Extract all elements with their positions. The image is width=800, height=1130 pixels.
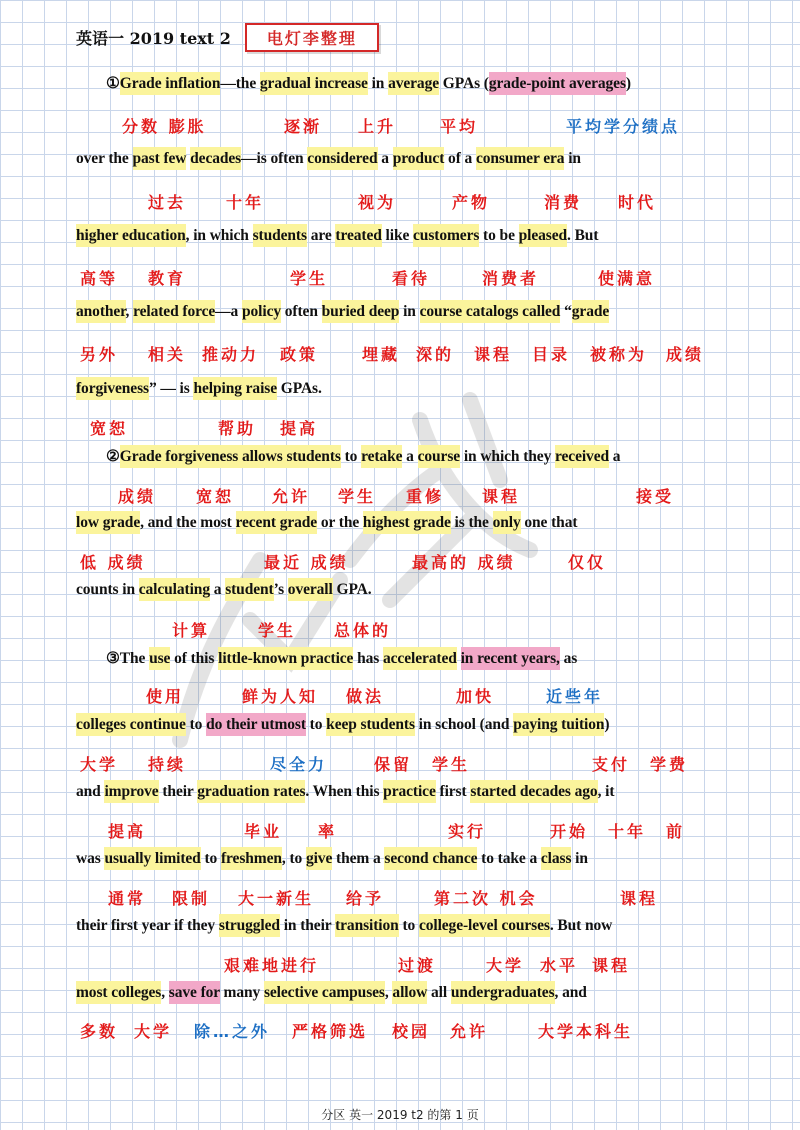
highlighted-phrase: improve	[104, 780, 158, 803]
plain-text: ,	[384, 984, 393, 1001]
highlighted-phrase: higher education	[76, 224, 186, 247]
plain-text: many	[219, 984, 264, 1001]
gloss-note: 仅仅	[568, 553, 607, 572]
gloss-note: 大学	[134, 1022, 173, 1041]
highlighted-phrase: overall	[288, 578, 333, 601]
gloss-note: 另外	[80, 345, 119, 364]
highlighted-phrase: save for	[169, 981, 220, 1004]
gloss-note: 毕业	[244, 822, 283, 841]
highlighted-phrase: transition	[335, 914, 399, 937]
gloss-note: 消费者	[482, 269, 540, 288]
plain-text: ,	[125, 303, 134, 320]
gloss-note: 低 成绩	[80, 553, 146, 572]
plain-text: —the	[220, 75, 260, 92]
highlighted-phrase: course	[418, 445, 460, 468]
highlighted-phrase: retake	[361, 445, 402, 468]
gloss-note: 分数 膨胀	[122, 117, 207, 136]
gloss-note: 艰难地进行	[224, 956, 320, 975]
gloss-note: 学生	[290, 269, 329, 288]
gloss-note: 率	[318, 822, 338, 841]
highlighted-phrase: second chance	[384, 847, 477, 870]
plain-text: are	[306, 227, 336, 244]
gloss-note: 支付	[592, 755, 631, 774]
plain-text: in	[399, 303, 420, 320]
plain-text: —is often	[241, 150, 308, 167]
plain-text: is the	[450, 514, 493, 531]
gloss-note: 大学	[486, 956, 525, 975]
gloss-note: 过去	[148, 193, 187, 212]
plain-text: first	[435, 783, 471, 800]
highlighted-phrase: accelerated	[383, 647, 457, 670]
gloss-note: 平均学分绩点	[566, 117, 681, 136]
plain-text: a	[609, 448, 621, 465]
plain-text: , and	[554, 984, 587, 1001]
highlighted-phrase: consumer era	[476, 147, 564, 170]
gloss-note: 大学本科生	[538, 1022, 634, 1041]
highlighted-phrase: another	[76, 300, 126, 323]
highlighted-phrase: only	[493, 511, 521, 534]
plain-text: GPAs (	[439, 75, 489, 92]
gloss-note: 十年	[608, 822, 647, 841]
plain-text: ③The	[106, 650, 150, 667]
passage-line	[76, 514, 716, 532]
plain-text: , it	[597, 783, 615, 800]
gloss-note: 大学	[80, 755, 119, 774]
plain-text: to	[200, 850, 221, 867]
highlighted-phrase: started decades ago	[470, 780, 597, 803]
plain-text: their first year if they	[76, 917, 219, 934]
highlighted-phrase: considered	[307, 147, 377, 170]
plain-text: to	[340, 448, 362, 465]
highlighted-phrase: give	[306, 847, 332, 870]
plain-text: to	[398, 917, 419, 934]
gloss-note: 成绩	[666, 345, 705, 364]
plain-text: or the	[317, 514, 363, 531]
gloss-note: 学生	[258, 621, 297, 640]
highlighted-phrase: class	[541, 847, 572, 870]
gloss-note: 学生	[432, 755, 471, 774]
highlighted-phrase: forgiveness	[76, 377, 149, 400]
gloss-note: 逐渐	[284, 117, 323, 136]
gloss-note: 使满意	[598, 269, 656, 288]
gloss-note: 第二次 机会	[434, 889, 538, 908]
gloss-note: 校园	[392, 1022, 431, 1041]
highlighted-phrase: helping raise	[193, 377, 277, 400]
gloss-note: 允许	[272, 487, 311, 506]
plain-text: . When this	[305, 783, 384, 800]
highlighted-phrase: graduation rates	[197, 780, 305, 803]
gloss-note: 做法	[346, 687, 385, 706]
gloss-note: 课程	[482, 487, 521, 506]
author-stamp: 电灯李整理	[245, 23, 379, 52]
gloss-note: 课程	[592, 956, 631, 975]
highlighted-phrase: most colleges	[76, 981, 161, 1004]
gloss-note: 提高	[108, 822, 147, 841]
gloss-note: 推动力	[202, 345, 260, 364]
plain-text: , in which	[185, 227, 253, 244]
highlighted-phrase: customers	[413, 224, 479, 247]
plain-text: GPAs.	[277, 380, 322, 397]
plain-text: ①	[106, 75, 120, 92]
passage-line	[76, 74, 716, 93]
plain-text: )	[625, 75, 631, 92]
highlighted-phrase: past few	[133, 147, 187, 170]
gloss-note: 加快	[456, 687, 495, 706]
highlighted-phrase: course catalogs called	[420, 300, 561, 323]
plain-text: , and the most	[140, 514, 236, 531]
passage-line	[76, 150, 716, 168]
gloss-note: 过渡	[398, 956, 437, 975]
gloss-note: 最近 成绩	[264, 553, 349, 572]
highlighted-phrase: recent grade	[236, 511, 318, 534]
passage-line	[76, 447, 716, 466]
plain-text: in school (and	[414, 716, 514, 733]
gloss-note: 尽全力	[270, 755, 328, 774]
highlighted-phrase: buried deep	[322, 300, 400, 323]
gloss-note: 高等	[80, 269, 119, 288]
gloss-note: 相关	[148, 345, 187, 364]
plain-text: in which they	[460, 448, 556, 465]
gloss-note: 提高	[280, 419, 319, 438]
gloss-note: 课程	[474, 345, 513, 364]
highlighted-phrase: colleges continue	[76, 713, 186, 736]
plain-text: of a	[444, 150, 476, 167]
passage-line	[76, 783, 716, 801]
plain-text: has	[353, 650, 383, 667]
highlighted-phrase: struggled	[219, 914, 280, 937]
highlighted-phrase: pleased	[519, 224, 567, 247]
plain-text: as	[559, 650, 578, 667]
highlighted-phrase: grade	[572, 300, 609, 323]
highlighted-phrase: freshmen	[221, 847, 282, 870]
gloss-note: 宽恕	[196, 487, 235, 506]
plain-text: GPA.	[332, 581, 372, 598]
gloss-note: 水平	[540, 956, 579, 975]
highlighted-phrase: keep students	[326, 713, 415, 736]
gloss-note: 深的	[416, 345, 455, 364]
plain-text: in	[571, 850, 588, 867]
gloss-note: 学生	[338, 487, 377, 506]
gloss-note: 被称为	[590, 345, 648, 364]
highlighted-phrase: grade-point averages	[489, 72, 626, 95]
gloss-note: 教育	[148, 269, 187, 288]
plain-text: “	[560, 303, 572, 320]
highlighted-phrase: received	[555, 445, 609, 468]
highlighted-phrase: average	[388, 72, 439, 95]
gloss-note: 消费	[544, 193, 583, 212]
gloss-note: 大一新生	[238, 889, 315, 908]
plain-text: them a	[332, 850, 385, 867]
gloss-note: 严格筛选	[292, 1022, 369, 1041]
gloss-note: 最高的 成绩	[412, 553, 516, 572]
gloss-note: 保留	[374, 755, 413, 774]
gloss-note: 持续	[148, 755, 187, 774]
gloss-note: 使用	[146, 687, 185, 706]
gloss-note: 鲜为人知	[242, 687, 319, 706]
plain-text: ,	[161, 984, 169, 1001]
passage-line	[76, 581, 716, 599]
highlighted-phrase: decades	[190, 147, 241, 170]
gloss-note: 近些年	[546, 687, 604, 706]
highlighted-phrase: Grade forgiveness allows students	[120, 445, 341, 468]
gloss-note: 看待	[392, 269, 431, 288]
passage-line	[76, 716, 716, 734]
plain-text: ②	[106, 448, 120, 465]
gloss-note: 开始	[550, 822, 589, 841]
plain-text: in	[367, 75, 389, 92]
gloss-note: 总体的	[334, 621, 392, 640]
plain-text: in	[564, 150, 581, 167]
plain-text: of this	[170, 650, 219, 667]
plain-text: over the	[76, 150, 133, 167]
highlighted-phrase: allow	[392, 981, 427, 1004]
plain-text: their	[158, 783, 198, 800]
gloss-note: 目录	[532, 345, 571, 364]
passage-line	[76, 917, 716, 935]
gloss-note: 重修	[406, 487, 445, 506]
gloss-note: 接受	[636, 487, 675, 506]
plain-text: to take a	[477, 850, 541, 867]
highlighted-phrase: undergraduates	[451, 981, 555, 1004]
gloss-note: 前	[666, 822, 686, 841]
gloss-note: 平均	[440, 117, 479, 136]
gloss-note: 视为	[358, 193, 397, 212]
plain-text: and	[76, 783, 105, 800]
passage-line	[76, 303, 716, 321]
plain-text: —a	[215, 303, 242, 320]
highlighted-phrase: college-level courses	[419, 914, 550, 937]
plain-text: in their	[279, 917, 336, 934]
gloss-note: 政策	[280, 345, 319, 364]
highlighted-phrase: highest grade	[363, 511, 451, 534]
plain-text: often	[281, 303, 322, 320]
plain-text: , to	[281, 850, 306, 867]
passage-line	[76, 984, 716, 1002]
highlighted-phrase: in recent years,	[461, 647, 560, 670]
page-title: 英语一 2019 text 2	[76, 28, 231, 48]
highlighted-phrase: selective campuses	[264, 981, 385, 1004]
highlighted-phrase: gradual increase	[260, 72, 368, 95]
highlighted-phrase: treated	[335, 224, 381, 247]
plain-text: one that	[520, 514, 578, 531]
highlighted-phrase: Grade inflation	[120, 72, 221, 95]
gloss-note: 多数	[80, 1022, 119, 1041]
gloss-note: 除…之外	[194, 1022, 271, 1041]
gloss-note: 产物	[452, 193, 491, 212]
plain-text: ’s	[273, 581, 288, 598]
plain-text: . But now	[549, 917, 613, 934]
plain-text: . But	[567, 227, 599, 244]
plain-text: all	[427, 984, 451, 1001]
gloss-note: 学费	[650, 755, 689, 774]
gloss-note: 允许	[450, 1022, 489, 1041]
gloss-note: 成绩	[118, 487, 157, 506]
highlighted-phrase: related force	[133, 300, 215, 323]
gloss-note: 限制	[172, 889, 211, 908]
plain-text: to	[305, 716, 327, 733]
gloss-note: 课程	[620, 889, 659, 908]
highlighted-phrase: students	[253, 224, 307, 247]
plain-text	[457, 650, 461, 667]
highlighted-phrase: paying tuition	[513, 713, 604, 736]
gloss-note: 十年	[226, 193, 265, 212]
plain-text: a	[402, 448, 418, 465]
page-header	[76, 22, 379, 52]
passage-line	[76, 649, 716, 668]
plain-text: ” — is	[148, 380, 194, 397]
passage-line	[76, 380, 716, 398]
gloss-note: 时代	[618, 193, 657, 212]
highlighted-phrase: usually limited	[104, 847, 200, 870]
gloss-note: 上升	[358, 117, 397, 136]
highlighted-phrase: little-known practice	[218, 647, 353, 670]
highlighted-phrase: do their utmost	[206, 713, 306, 736]
gloss-note: 宽恕	[90, 419, 129, 438]
gloss-note: 实行	[448, 822, 487, 841]
plain-text: a	[377, 150, 393, 167]
highlighted-phrase: product	[393, 147, 445, 170]
page-footer: 分区 英一 2019 t2 的第 1 页	[321, 1108, 479, 1122]
highlighted-phrase: policy	[242, 300, 281, 323]
plain-text: like	[381, 227, 414, 244]
highlighted-phrase: low grade	[76, 511, 140, 534]
gloss-note: 给予	[346, 889, 385, 908]
highlighted-phrase: calculating	[139, 578, 210, 601]
plain-text: was	[76, 850, 105, 867]
plain-text: a	[209, 581, 226, 598]
plain-text: )	[604, 716, 610, 733]
highlighted-phrase: practice	[383, 780, 436, 803]
plain-text: counts in	[76, 581, 139, 598]
passage-line	[76, 227, 716, 245]
plain-text: to be	[479, 227, 519, 244]
gloss-note: 帮助	[218, 419, 257, 438]
gloss-note: 通常	[108, 889, 147, 908]
gloss-note: 埋藏	[362, 345, 401, 364]
highlighted-phrase: use	[149, 647, 170, 670]
gloss-note: 计算	[172, 621, 211, 640]
passage-line	[76, 850, 716, 868]
plain-text: to	[185, 716, 207, 733]
highlighted-phrase: student	[225, 578, 273, 601]
